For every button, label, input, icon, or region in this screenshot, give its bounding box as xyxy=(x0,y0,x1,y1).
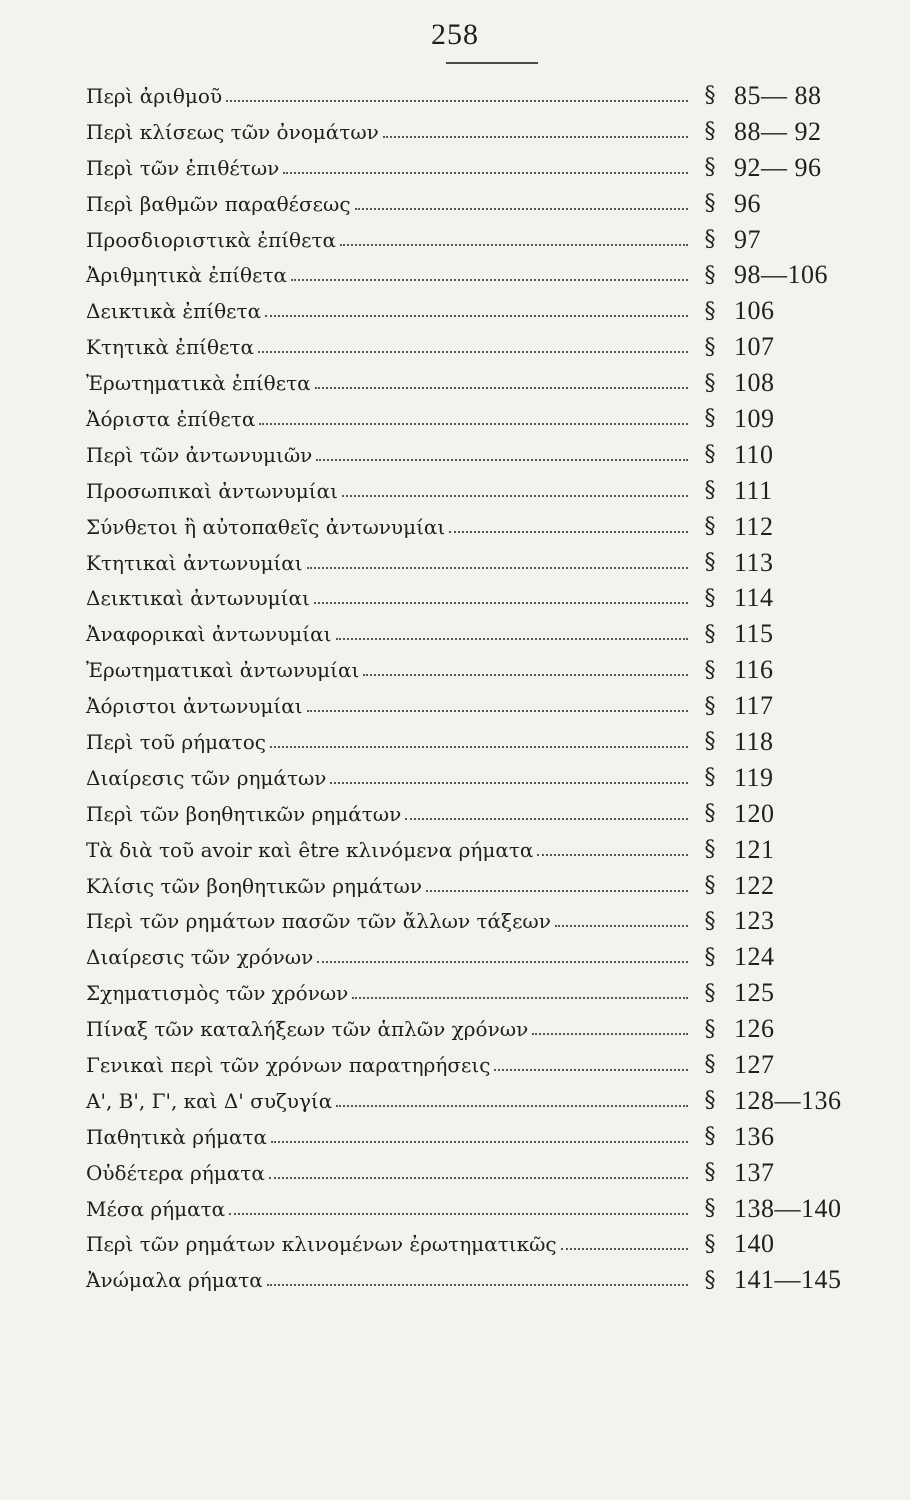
toc-entry-pages: 141—145 xyxy=(734,1265,842,1295)
toc-entry xyxy=(86,832,866,868)
dot-leader xyxy=(426,890,688,892)
toc-entry xyxy=(86,1047,866,1083)
toc-entry xyxy=(86,903,866,939)
toc-entry-pages: 112 xyxy=(734,511,774,541)
section-sign: § xyxy=(704,1052,716,1078)
dot-leader xyxy=(283,172,688,174)
toc-entry-pages: 125 xyxy=(734,978,775,1008)
section-sign: § xyxy=(704,1231,716,1257)
toc-entry-title: Κλίσις τῶν βοηθητικῶν ρημάτων xyxy=(86,873,423,898)
section-sign: § xyxy=(704,442,716,468)
dot-leader xyxy=(449,531,688,533)
toc-entry-pages: 118 xyxy=(734,726,774,756)
section-sign: § xyxy=(704,262,716,288)
toc-entry-title: Ἀναφορικαὶ ἀντωνυμίαι xyxy=(86,622,332,647)
section-sign: § xyxy=(704,119,716,145)
toc-entry xyxy=(86,222,866,258)
toc-entry xyxy=(86,509,866,545)
toc-entry-pages: 123 xyxy=(734,906,775,936)
section-sign: § xyxy=(704,693,716,719)
section-sign: § xyxy=(704,657,716,683)
toc-entry-pages: 136 xyxy=(734,1121,775,1151)
dot-leader xyxy=(336,638,689,640)
dot-leader xyxy=(269,1177,688,1179)
toc-entry-pages: 108 xyxy=(734,368,775,398)
toc-entry xyxy=(86,796,866,832)
toc-entry-title: Σχηματισμὸς τῶν χρόνων xyxy=(86,981,349,1006)
toc-entry-title: Περὶ ἀριθμοῦ xyxy=(86,83,223,108)
section-sign: § xyxy=(704,1088,716,1114)
toc-entry xyxy=(86,580,866,616)
toc-entry-pages: 110 xyxy=(734,439,774,469)
toc-entry xyxy=(86,114,866,150)
section-sign: § xyxy=(704,406,716,432)
toc-entry xyxy=(86,293,866,329)
toc-entry-title: Ἀριθμητικὰ ἐπίθετα xyxy=(86,263,288,288)
toc-entry-title: Ἐρωτηματικαὶ ἀντωνυμίαι xyxy=(86,658,360,683)
toc-entry-pages: 127 xyxy=(734,1049,775,1079)
toc-entry-title: Προσωπικαὶ ἀντωνυμίαι xyxy=(86,478,338,503)
toc-entry-pages: 106 xyxy=(734,296,775,326)
section-sign: § xyxy=(704,370,716,396)
dot-leader xyxy=(383,136,688,138)
section-sign: § xyxy=(704,298,716,324)
toc-entry-title: Προσδιοριστικὰ ἐπίθετα xyxy=(86,227,337,252)
toc-entry-title: Ἀνώμαλα ρήματα xyxy=(86,1268,263,1293)
dot-leader xyxy=(258,351,688,353)
toc-entry-pages: 107 xyxy=(734,332,775,362)
toc-entry-pages: 121 xyxy=(734,834,775,864)
dot-leader xyxy=(330,782,688,784)
toc-entry-title: Διαίρεσις τῶν ρημάτων xyxy=(86,765,327,790)
section-sign: § xyxy=(704,1124,716,1150)
section-sign: § xyxy=(704,227,716,252)
dot-leader xyxy=(336,1105,688,1107)
toc-entry-title: Περὶ τῶν ἀντωνυμιῶν xyxy=(86,442,313,467)
toc-entry-pages: 98—106 xyxy=(734,260,828,290)
toc-entry-pages: 109 xyxy=(734,403,775,433)
page-number: 258 xyxy=(431,18,479,51)
dot-leader xyxy=(537,854,688,856)
section-sign: § xyxy=(704,83,716,109)
page-number-rule xyxy=(446,62,538,64)
toc-entry-title: Ἐρωτηματικὰ ἐπίθετα xyxy=(86,371,311,396)
toc-entry-title: Ἀόριστα ἐπίθετα xyxy=(86,406,256,431)
toc-entry-title: Παθητικὰ ρήματα xyxy=(86,1124,268,1149)
dot-leader xyxy=(265,315,688,317)
toc-entry-pages: 138—140 xyxy=(734,1193,842,1223)
toc-entry-title: Κτητικὰ ἐπίθετα xyxy=(86,335,254,360)
toc-entry-title: Διαίρεσις τῶν χρόνων xyxy=(86,945,314,970)
section-sign: § xyxy=(704,908,716,934)
section-sign: § xyxy=(704,585,716,611)
dot-leader xyxy=(561,1248,688,1250)
section-sign: § xyxy=(704,334,716,360)
toc-entry-title: Κτητικαὶ ἀντωνυμίαι xyxy=(86,550,303,575)
toc-entry-pages: 115 xyxy=(734,619,774,649)
section-sign: § xyxy=(704,478,716,504)
toc-entry xyxy=(86,150,866,186)
dot-leader xyxy=(226,100,688,102)
section-sign: § xyxy=(704,514,716,540)
toc-entry-pages: 114 xyxy=(734,583,774,613)
dot-leader xyxy=(307,567,688,569)
dot-leader xyxy=(342,495,688,497)
dot-leader xyxy=(532,1033,688,1035)
toc-entry-pages: 117 xyxy=(734,691,774,721)
toc-entry-title: Δεικτικαὶ ἀντωνυμίαι xyxy=(86,586,310,611)
dot-leader xyxy=(340,244,688,246)
dot-leader xyxy=(405,818,688,820)
toc-entry-pages: 97 xyxy=(734,224,761,254)
toc-entry-pages: 85— 88 xyxy=(734,80,822,110)
toc-entry xyxy=(86,1155,866,1191)
toc-entry xyxy=(86,437,866,473)
toc-entry-title: Περὶ τοῦ ρήματος xyxy=(86,729,266,754)
toc-entry xyxy=(86,186,866,222)
toc-entry-pages: 116 xyxy=(734,655,774,685)
toc-entry xyxy=(86,257,866,293)
toc-entry-title: Α', Β', Γ', καὶ Δ' συζυγία xyxy=(86,1088,333,1113)
toc-entry xyxy=(86,939,866,975)
toc-entry-title: Δεικτικὰ ἐπίθετα xyxy=(86,299,262,324)
toc-entry-pages: 137 xyxy=(734,1157,775,1187)
toc-entry xyxy=(86,1262,866,1298)
dot-leader xyxy=(355,208,688,210)
toc-entry xyxy=(86,1119,866,1155)
toc-entry-title: Τὰ διὰ τοῦ avoir καὶ être κλινόμενα ρήματα xyxy=(86,837,534,862)
dot-leader xyxy=(494,1069,688,1071)
toc-entry-pages: 128—136 xyxy=(734,1085,842,1115)
section-sign: § xyxy=(704,1267,716,1293)
section-sign: § xyxy=(704,980,716,1006)
toc-entry-title: Περὶ κλίσεως τῶν ὀνομάτων xyxy=(86,119,379,144)
section-sign: § xyxy=(704,1196,716,1222)
toc-entry-title: Περὶ τῶν ρημάτων πασῶν τῶν ἄλλων τάξεων xyxy=(86,909,551,934)
dot-leader xyxy=(352,997,688,999)
section-sign: § xyxy=(704,873,716,899)
dot-leader xyxy=(315,387,688,389)
dot-leader xyxy=(271,1141,688,1143)
section-sign: § xyxy=(704,729,716,755)
dot-leader xyxy=(291,279,688,281)
toc-entry-pages: 120 xyxy=(734,798,775,828)
section-sign: § xyxy=(704,191,716,217)
toc-entry-pages: 96 xyxy=(734,188,761,218)
toc-entry xyxy=(86,760,866,796)
section-sign: § xyxy=(704,155,716,181)
toc-entry-title: Σύνθετοι ἢ αὐτοπαθεῖς ἀντωνυμίαι xyxy=(86,514,446,539)
section-sign: § xyxy=(704,801,716,827)
dot-leader xyxy=(555,925,688,927)
toc-entry xyxy=(86,78,866,114)
toc-entry xyxy=(86,652,866,688)
toc-entry xyxy=(86,868,866,904)
toc-entry-pages: 122 xyxy=(734,870,775,900)
toc-entry-pages: 113 xyxy=(734,547,774,577)
toc-entry xyxy=(86,365,866,401)
section-sign: § xyxy=(704,765,716,791)
toc-entry xyxy=(86,1011,866,1047)
toc-entry-pages: 119 xyxy=(734,762,774,792)
toc-entry-title: Περὶ τῶν βοηθητικῶν ρημάτων xyxy=(86,801,402,826)
toc-entry-title: Περὶ τῶν ρημάτων κλινομένων ἐρωτηματικῶς xyxy=(86,1232,557,1257)
section-sign: § xyxy=(704,1160,716,1186)
toc-entry xyxy=(86,975,866,1011)
toc-entry-pages: 111 xyxy=(734,475,773,505)
dot-leader xyxy=(229,1213,688,1215)
dot-leader xyxy=(363,674,688,676)
toc-entry-pages: 88— 92 xyxy=(734,116,822,146)
toc-entry xyxy=(86,1083,866,1119)
toc-entry xyxy=(86,724,866,760)
toc-entry xyxy=(86,1227,866,1263)
toc-entry-title: Γενικαὶ περὶ τῶν χρόνων παρατηρήσεις xyxy=(86,1052,491,1077)
toc-entry xyxy=(86,473,866,509)
dot-leader xyxy=(270,746,688,748)
dot-leader xyxy=(317,961,688,963)
toc-entry xyxy=(86,616,866,652)
toc-entry xyxy=(86,329,866,365)
toc-entry-pages: 92— 96 xyxy=(734,152,822,182)
section-sign: § xyxy=(704,944,716,970)
section-sign: § xyxy=(704,837,716,863)
table-of-contents xyxy=(86,78,866,1298)
toc-entry-title: Περὶ τῶν ἐπιθέτων xyxy=(86,155,280,180)
dot-leader xyxy=(307,710,688,712)
toc-entry xyxy=(86,1191,866,1227)
toc-entry-pages: 124 xyxy=(734,942,775,972)
toc-entry-pages: 140 xyxy=(734,1229,775,1259)
dot-leader xyxy=(316,459,688,461)
toc-entry-pages: 126 xyxy=(734,1014,775,1044)
toc-entry xyxy=(86,545,866,581)
toc-entry xyxy=(86,401,866,437)
section-sign: § xyxy=(704,550,716,576)
toc-entry xyxy=(86,688,866,724)
dot-leader xyxy=(267,1284,688,1286)
section-sign: § xyxy=(704,621,716,647)
toc-entry-title: Πίναξ τῶν καταλήξεων τῶν ἁπλῶν χρόνων xyxy=(86,1017,529,1042)
toc-entry-title: Μέσα ρήματα xyxy=(86,1196,226,1221)
toc-entry-title: Οὐδέτερα ρήματα xyxy=(86,1160,265,1185)
section-sign: § xyxy=(704,1016,716,1042)
dot-leader xyxy=(314,602,688,604)
dot-leader xyxy=(259,423,688,425)
toc-entry-title: Περὶ βαθμῶν παραθέσεως xyxy=(86,191,351,216)
toc-entry-title: Ἀόριστοι ἀντωνυμίαι xyxy=(86,694,303,719)
